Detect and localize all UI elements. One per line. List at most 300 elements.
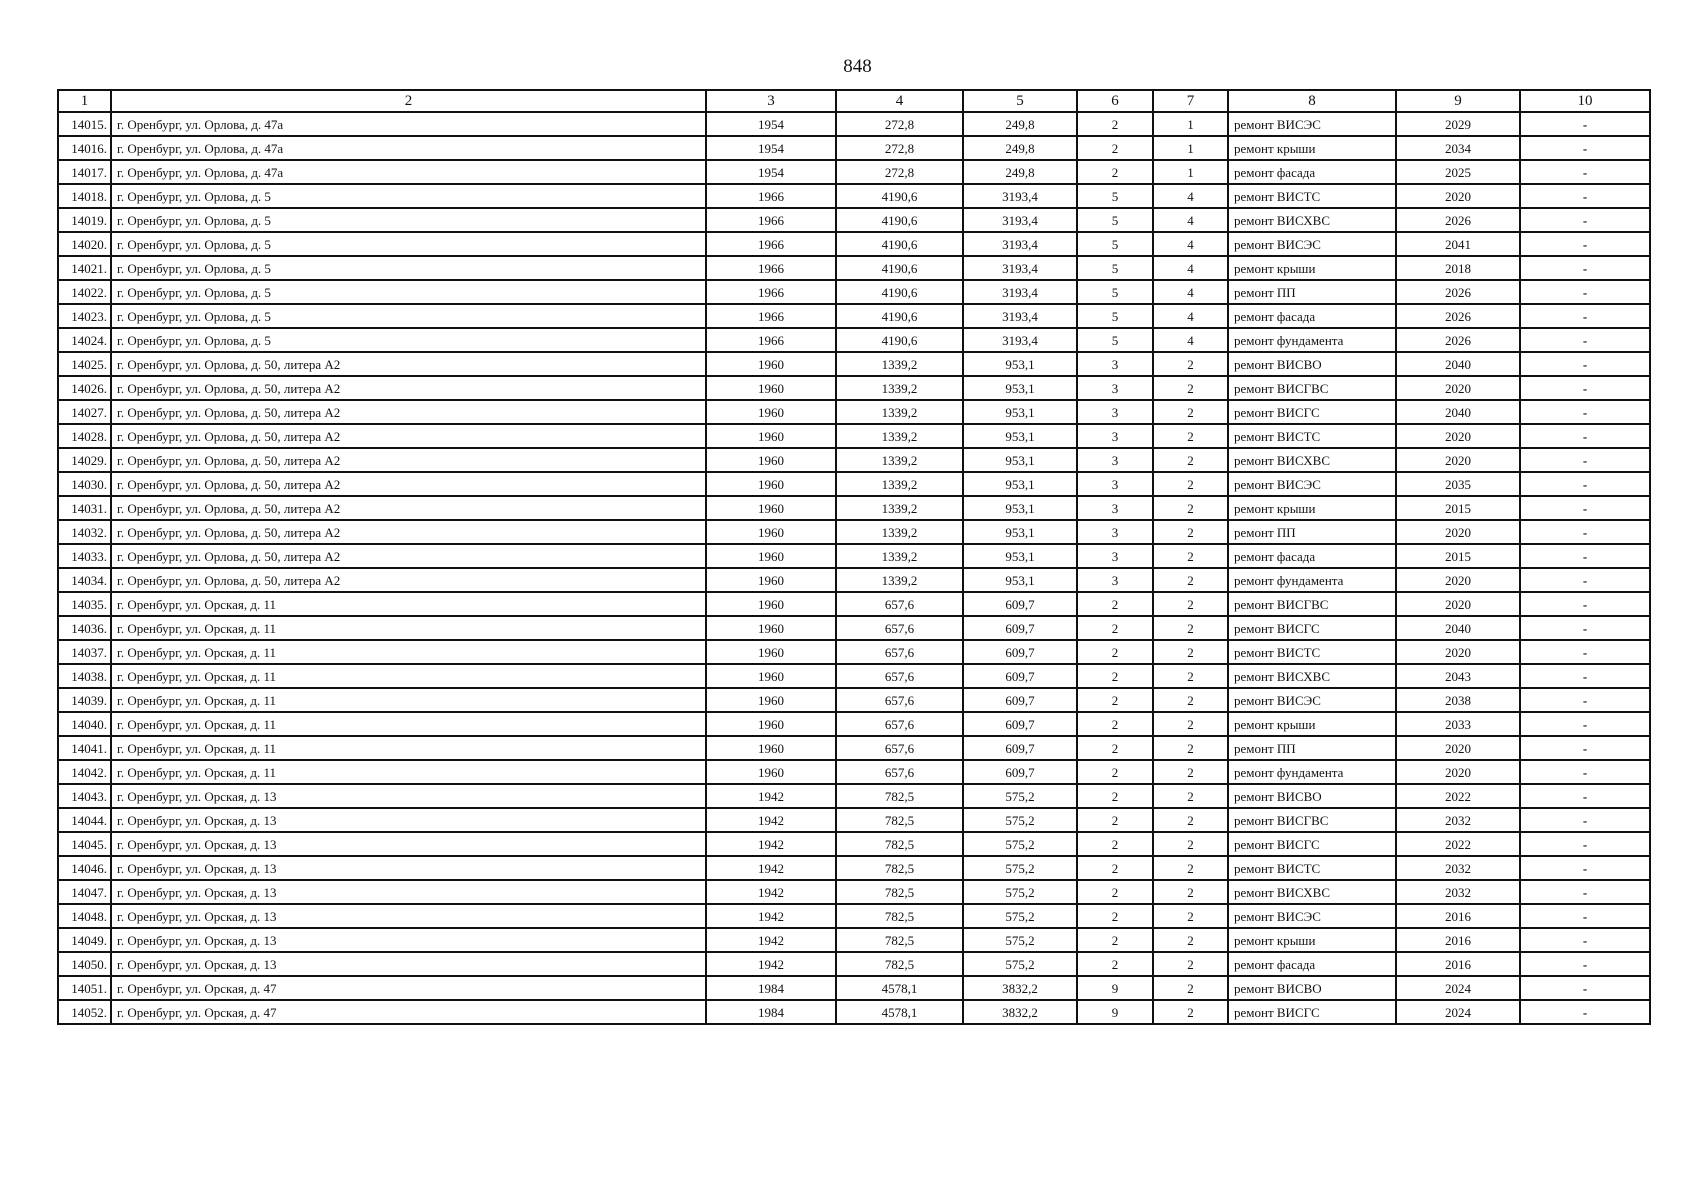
total-area-cell: 782,5 — [836, 808, 963, 832]
address-cell: г. Оренбург, ул. Орская, д. 11 — [111, 760, 706, 784]
living-area-cell: 575,2 — [963, 928, 1077, 952]
living-area-cell: 575,2 — [963, 808, 1077, 832]
floors-cell: 2 — [1077, 112, 1153, 136]
year-built-cell: 1960 — [706, 448, 836, 472]
living-area-cell: 953,1 — [963, 496, 1077, 520]
note-cell: - — [1520, 880, 1650, 904]
column-header-2: 2 — [111, 90, 706, 112]
row-number-cell: 14050. — [58, 952, 111, 976]
address-cell: г. Оренбург, ул. Орлова, д. 50, литера А2 — [111, 472, 706, 496]
entrances-cell: 2 — [1153, 400, 1228, 424]
planned-year-cell: 2032 — [1396, 808, 1520, 832]
living-area-cell: 953,1 — [963, 424, 1077, 448]
year-built-cell: 1960 — [706, 616, 836, 640]
table-body — [58, 112, 1650, 1024]
year-built-cell: 1966 — [706, 232, 836, 256]
row-number-cell: 14051. — [58, 976, 111, 1000]
table-row — [58, 640, 1650, 664]
floors-cell: 2 — [1077, 160, 1153, 184]
total-area-cell: 657,6 — [836, 760, 963, 784]
floors-cell: 3 — [1077, 472, 1153, 496]
entrances-cell: 2 — [1153, 976, 1228, 1000]
row-number-cell: 14032. — [58, 520, 111, 544]
planned-year-cell: 2020 — [1396, 424, 1520, 448]
address-cell: г. Оренбург, ул. Орская, д. 11 — [111, 592, 706, 616]
planned-year-cell: 2020 — [1396, 448, 1520, 472]
entrances-cell: 4 — [1153, 256, 1228, 280]
note-cell: - — [1520, 544, 1650, 568]
planned-year-cell: 2041 — [1396, 232, 1520, 256]
note-cell: - — [1520, 184, 1650, 208]
work-type-cell: ремонт ВИСТС — [1228, 424, 1396, 448]
planned-year-cell: 2026 — [1396, 304, 1520, 328]
row-number-cell: 14040. — [58, 712, 111, 736]
living-area-cell: 575,2 — [963, 784, 1077, 808]
living-area-cell: 575,2 — [963, 856, 1077, 880]
row-number-cell: 14045. — [58, 832, 111, 856]
work-type-cell: ремонт ВИСВО — [1228, 352, 1396, 376]
living-area-cell: 575,2 — [963, 880, 1077, 904]
living-area-cell: 953,1 — [963, 544, 1077, 568]
total-area-cell: 272,8 — [836, 136, 963, 160]
total-area-cell: 1339,2 — [836, 448, 963, 472]
entrances-cell: 4 — [1153, 184, 1228, 208]
address-cell: г. Оренбург, ул. Орская, д. 11 — [111, 736, 706, 760]
floors-cell: 3 — [1077, 400, 1153, 424]
planned-year-cell: 2022 — [1396, 832, 1520, 856]
table-row — [58, 256, 1650, 280]
row-number-cell: 14026. — [58, 376, 111, 400]
work-type-cell: ремонт ВИСГС — [1228, 400, 1396, 424]
floors-cell: 2 — [1077, 784, 1153, 808]
year-built-cell: 1966 — [706, 280, 836, 304]
table-row — [58, 376, 1650, 400]
repair-schedule-table — [57, 89, 1651, 1025]
year-built-cell: 1960 — [706, 472, 836, 496]
floors-cell: 2 — [1077, 760, 1153, 784]
work-type-cell: ремонт фундамента — [1228, 568, 1396, 592]
total-area-cell: 4190,6 — [836, 208, 963, 232]
row-number-cell: 14034. — [58, 568, 111, 592]
table-row — [58, 328, 1650, 352]
planned-year-cell: 2038 — [1396, 688, 1520, 712]
total-area-cell: 657,6 — [836, 688, 963, 712]
planned-year-cell: 2040 — [1396, 352, 1520, 376]
living-area-cell: 609,7 — [963, 640, 1077, 664]
note-cell: - — [1520, 568, 1650, 592]
address-cell: г. Оренбург, ул. Орлова, д. 50, литера А2 — [111, 496, 706, 520]
floors-cell: 5 — [1077, 328, 1153, 352]
living-area-cell: 3832,2 — [963, 976, 1077, 1000]
total-area-cell: 272,8 — [836, 112, 963, 136]
floors-cell: 5 — [1077, 208, 1153, 232]
total-area-cell: 657,6 — [836, 616, 963, 640]
work-type-cell: ремонт ВИСХВС — [1228, 664, 1396, 688]
column-header-1: 1 — [58, 90, 111, 112]
address-cell: г. Оренбург, ул. Орская, д. 13 — [111, 808, 706, 832]
planned-year-cell: 2033 — [1396, 712, 1520, 736]
floors-cell: 2 — [1077, 880, 1153, 904]
work-type-cell: ремонт ВИСГС — [1228, 616, 1396, 640]
living-area-cell: 953,1 — [963, 376, 1077, 400]
entrances-cell: 2 — [1153, 736, 1228, 760]
floors-cell: 2 — [1077, 688, 1153, 712]
total-area-cell: 782,5 — [836, 952, 963, 976]
address-cell: г. Оренбург, ул. Орская, д. 47 — [111, 976, 706, 1000]
address-cell: г. Оренбург, ул. Орлова, д. 50, литера А2 — [111, 448, 706, 472]
work-type-cell: ремонт ВИСВО — [1228, 784, 1396, 808]
row-number-cell: 14016. — [58, 136, 111, 160]
table-row — [58, 520, 1650, 544]
entrances-cell: 2 — [1153, 616, 1228, 640]
floors-cell: 3 — [1077, 376, 1153, 400]
note-cell: - — [1520, 232, 1650, 256]
work-type-cell: ремонт фасада — [1228, 544, 1396, 568]
living-area-cell: 3193,4 — [963, 328, 1077, 352]
work-type-cell: ремонт ВИСТС — [1228, 184, 1396, 208]
year-built-cell: 1966 — [706, 256, 836, 280]
address-cell: г. Оренбург, ул. Орлова, д. 5 — [111, 232, 706, 256]
note-cell: - — [1520, 136, 1650, 160]
note-cell: - — [1520, 160, 1650, 184]
year-built-cell: 1960 — [706, 496, 836, 520]
table-row — [58, 856, 1650, 880]
total-area-cell: 657,6 — [836, 592, 963, 616]
row-number-cell: 14024. — [58, 328, 111, 352]
note-cell: - — [1520, 304, 1650, 328]
entrances-cell: 2 — [1153, 496, 1228, 520]
year-built-cell: 1942 — [706, 784, 836, 808]
living-area-cell: 249,8 — [963, 136, 1077, 160]
note-cell: - — [1520, 640, 1650, 664]
living-area-cell: 3193,4 — [963, 184, 1077, 208]
row-number-cell: 14020. — [58, 232, 111, 256]
work-type-cell: ремонт ВИСГС — [1228, 1000, 1396, 1024]
planned-year-cell: 2040 — [1396, 616, 1520, 640]
work-type-cell: ремонт фасада — [1228, 952, 1396, 976]
address-cell: г. Оренбург, ул. Орлова, д. 50, литера А2 — [111, 568, 706, 592]
floors-cell: 9 — [1077, 976, 1153, 1000]
note-cell: - — [1520, 736, 1650, 760]
floors-cell: 2 — [1077, 832, 1153, 856]
work-type-cell: ремонт ВИСЭС — [1228, 232, 1396, 256]
living-area-cell: 953,1 — [963, 352, 1077, 376]
address-cell: г. Оренбург, ул. Орлова, д. 5 — [111, 304, 706, 328]
year-built-cell: 1960 — [706, 640, 836, 664]
note-cell: - — [1520, 760, 1650, 784]
year-built-cell: 1966 — [706, 328, 836, 352]
year-built-cell: 1960 — [706, 520, 836, 544]
total-area-cell: 1339,2 — [836, 544, 963, 568]
planned-year-cell: 2032 — [1396, 856, 1520, 880]
total-area-cell: 4190,6 — [836, 232, 963, 256]
work-type-cell: ремонт ВИСГВС — [1228, 592, 1396, 616]
year-built-cell: 1954 — [706, 160, 836, 184]
entrances-cell: 1 — [1153, 160, 1228, 184]
entrances-cell: 2 — [1153, 424, 1228, 448]
note-cell: - — [1520, 808, 1650, 832]
table-row — [58, 160, 1650, 184]
total-area-cell: 1339,2 — [836, 352, 963, 376]
work-type-cell: ремонт ВИСЭС — [1228, 472, 1396, 496]
year-built-cell: 1984 — [706, 1000, 836, 1024]
address-cell: г. Оренбург, ул. Орская, д. 11 — [111, 712, 706, 736]
address-cell: г. Оренбург, ул. Орская, д. 47 — [111, 1000, 706, 1024]
note-cell: - — [1520, 280, 1650, 304]
entrances-cell: 2 — [1153, 472, 1228, 496]
entrances-cell: 4 — [1153, 328, 1228, 352]
total-area-cell: 4190,6 — [836, 256, 963, 280]
entrances-cell: 2 — [1153, 640, 1228, 664]
address-cell: г. Оренбург, ул. Орлова, д. 50, литера А2 — [111, 424, 706, 448]
year-built-cell: 1954 — [706, 112, 836, 136]
year-built-cell: 1960 — [706, 400, 836, 424]
planned-year-cell: 2025 — [1396, 160, 1520, 184]
table-row — [58, 880, 1650, 904]
year-built-cell: 1966 — [706, 304, 836, 328]
address-cell: г. Оренбург, ул. Орлова, д. 47а — [111, 112, 706, 136]
table-row — [58, 1000, 1650, 1024]
floors-cell: 5 — [1077, 256, 1153, 280]
address-cell: г. Оренбург, ул. Орлова, д. 50, литера А2 — [111, 544, 706, 568]
row-number-cell: 14047. — [58, 880, 111, 904]
living-area-cell: 953,1 — [963, 400, 1077, 424]
planned-year-cell: 2020 — [1396, 736, 1520, 760]
note-cell: - — [1520, 712, 1650, 736]
table-row — [58, 472, 1650, 496]
column-header-8: 8 — [1228, 90, 1396, 112]
planned-year-cell: 2043 — [1396, 664, 1520, 688]
entrances-cell: 2 — [1153, 352, 1228, 376]
row-number-cell: 14025. — [58, 352, 111, 376]
note-cell: - — [1520, 352, 1650, 376]
table-row — [58, 760, 1650, 784]
planned-year-cell: 2020 — [1396, 568, 1520, 592]
living-area-cell: 3832,2 — [963, 1000, 1077, 1024]
work-type-cell: ремонт крыши — [1228, 136, 1396, 160]
floors-cell: 2 — [1077, 616, 1153, 640]
row-number-cell: 14039. — [58, 688, 111, 712]
floors-cell: 2 — [1077, 808, 1153, 832]
year-built-cell: 1942 — [706, 952, 836, 976]
note-cell: - — [1520, 784, 1650, 808]
entrances-cell: 2 — [1153, 808, 1228, 832]
entrances-cell: 2 — [1153, 904, 1228, 928]
total-area-cell: 782,5 — [836, 928, 963, 952]
year-built-cell: 1960 — [706, 544, 836, 568]
floors-cell: 2 — [1077, 856, 1153, 880]
floors-cell: 5 — [1077, 184, 1153, 208]
work-type-cell: ремонт ВИСТС — [1228, 856, 1396, 880]
row-number-cell: 14052. — [58, 1000, 111, 1024]
living-area-cell: 3193,4 — [963, 208, 1077, 232]
living-area-cell: 3193,4 — [963, 304, 1077, 328]
year-built-cell: 1942 — [706, 856, 836, 880]
planned-year-cell: 2026 — [1396, 208, 1520, 232]
work-type-cell: ремонт ВИСХВС — [1228, 208, 1396, 232]
table-row — [58, 832, 1650, 856]
row-number-cell: 14038. — [58, 664, 111, 688]
work-type-cell: ремонт ПП — [1228, 520, 1396, 544]
note-cell: - — [1520, 688, 1650, 712]
work-type-cell: ремонт ВИСХВС — [1228, 880, 1396, 904]
table-row — [58, 808, 1650, 832]
year-built-cell: 1942 — [706, 808, 836, 832]
work-type-cell: ремонт ВИСЭС — [1228, 904, 1396, 928]
row-number-cell: 14035. — [58, 592, 111, 616]
row-number-cell: 14033. — [58, 544, 111, 568]
note-cell: - — [1520, 328, 1650, 352]
floors-cell: 3 — [1077, 352, 1153, 376]
entrances-cell: 2 — [1153, 712, 1228, 736]
entrances-cell: 2 — [1153, 688, 1228, 712]
year-built-cell: 1942 — [706, 928, 836, 952]
total-area-cell: 782,5 — [836, 832, 963, 856]
note-cell: - — [1520, 400, 1650, 424]
year-built-cell: 1960 — [706, 592, 836, 616]
living-area-cell: 609,7 — [963, 760, 1077, 784]
row-number-cell: 14022. — [58, 280, 111, 304]
work-type-cell: ремонт фасада — [1228, 160, 1396, 184]
row-number-cell: 14048. — [58, 904, 111, 928]
living-area-cell: 3193,4 — [963, 232, 1077, 256]
total-area-cell: 4578,1 — [836, 1000, 963, 1024]
floors-cell: 2 — [1077, 712, 1153, 736]
entrances-cell: 2 — [1153, 592, 1228, 616]
entrances-cell: 4 — [1153, 280, 1228, 304]
address-cell: г. Оренбург, ул. Орлова, д. 5 — [111, 280, 706, 304]
living-area-cell: 3193,4 — [963, 280, 1077, 304]
floors-cell: 3 — [1077, 520, 1153, 544]
planned-year-cell: 2016 — [1396, 904, 1520, 928]
note-cell: - — [1520, 112, 1650, 136]
floors-cell: 2 — [1077, 664, 1153, 688]
table-row — [58, 304, 1650, 328]
floors-cell: 2 — [1077, 904, 1153, 928]
work-type-cell: ремонт фундамента — [1228, 760, 1396, 784]
row-number-cell: 14049. — [58, 928, 111, 952]
total-area-cell: 4190,6 — [836, 184, 963, 208]
year-built-cell: 1984 — [706, 976, 836, 1000]
planned-year-cell: 2026 — [1396, 280, 1520, 304]
year-built-cell: 1942 — [706, 880, 836, 904]
row-number-cell: 14028. — [58, 424, 111, 448]
living-area-cell: 953,1 — [963, 472, 1077, 496]
total-area-cell: 657,6 — [836, 664, 963, 688]
row-number-cell: 14037. — [58, 640, 111, 664]
work-type-cell: ремонт ВИСТС — [1228, 640, 1396, 664]
row-number-cell: 14027. — [58, 400, 111, 424]
floors-cell: 9 — [1077, 1000, 1153, 1024]
work-type-cell: ремонт ВИСЭС — [1228, 688, 1396, 712]
total-area-cell: 782,5 — [836, 880, 963, 904]
floors-cell: 3 — [1077, 424, 1153, 448]
total-area-cell: 1339,2 — [836, 400, 963, 424]
living-area-cell: 249,8 — [963, 160, 1077, 184]
floors-cell: 3 — [1077, 544, 1153, 568]
year-built-cell: 1960 — [706, 376, 836, 400]
address-cell: г. Оренбург, ул. Орская, д. 11 — [111, 616, 706, 640]
work-type-cell: ремонт ПП — [1228, 280, 1396, 304]
living-area-cell: 575,2 — [963, 832, 1077, 856]
floors-cell: 2 — [1077, 640, 1153, 664]
year-built-cell: 1960 — [706, 664, 836, 688]
entrances-cell: 2 — [1153, 376, 1228, 400]
address-cell: г. Оренбург, ул. Орлова, д. 50, литера А2 — [111, 520, 706, 544]
entrances-cell: 4 — [1153, 208, 1228, 232]
table-row — [58, 232, 1650, 256]
address-cell: г. Оренбург, ул. Орская, д. 13 — [111, 952, 706, 976]
floors-cell: 2 — [1077, 136, 1153, 160]
planned-year-cell: 2029 — [1396, 112, 1520, 136]
address-cell: г. Оренбург, ул. Орлова, д. 5 — [111, 184, 706, 208]
year-built-cell: 1960 — [706, 736, 836, 760]
table-row — [58, 976, 1650, 1000]
column-header-10: 10 — [1520, 90, 1650, 112]
planned-year-cell: 2015 — [1396, 496, 1520, 520]
address-cell: г. Оренбург, ул. Орлова, д. 47а — [111, 136, 706, 160]
table-row — [58, 424, 1650, 448]
note-cell: - — [1520, 376, 1650, 400]
living-area-cell: 575,2 — [963, 952, 1077, 976]
row-number-cell: 14030. — [58, 472, 111, 496]
planned-year-cell: 2020 — [1396, 184, 1520, 208]
planned-year-cell: 2024 — [1396, 976, 1520, 1000]
total-area-cell: 1339,2 — [836, 520, 963, 544]
row-number-cell: 14029. — [58, 448, 111, 472]
table-row — [58, 136, 1650, 160]
entrances-cell: 2 — [1153, 784, 1228, 808]
entrances-cell: 2 — [1153, 856, 1228, 880]
address-cell: г. Оренбург, ул. Орская, д. 11 — [111, 640, 706, 664]
note-cell: - — [1520, 448, 1650, 472]
total-area-cell: 657,6 — [836, 640, 963, 664]
total-area-cell: 1339,2 — [836, 424, 963, 448]
year-built-cell: 1960 — [706, 352, 836, 376]
entrances-cell: 2 — [1153, 520, 1228, 544]
address-cell: г. Оренбург, ул. Орская, д. 13 — [111, 904, 706, 928]
planned-year-cell: 2015 — [1396, 544, 1520, 568]
planned-year-cell: 2020 — [1396, 592, 1520, 616]
table-row — [58, 400, 1650, 424]
living-area-cell: 609,7 — [963, 592, 1077, 616]
entrances-cell: 2 — [1153, 760, 1228, 784]
total-area-cell: 657,6 — [836, 712, 963, 736]
note-cell: - — [1520, 592, 1650, 616]
entrances-cell: 2 — [1153, 664, 1228, 688]
row-number-cell: 14019. — [58, 208, 111, 232]
living-area-cell: 3193,4 — [963, 256, 1077, 280]
total-area-cell: 4190,6 — [836, 280, 963, 304]
row-number-cell: 14043. — [58, 784, 111, 808]
row-number-cell: 14031. — [58, 496, 111, 520]
floors-cell: 3 — [1077, 568, 1153, 592]
address-cell: г. Оренбург, ул. Орлова, д. 5 — [111, 208, 706, 232]
living-area-cell: 609,7 — [963, 688, 1077, 712]
entrances-cell: 2 — [1153, 952, 1228, 976]
table-row — [58, 784, 1650, 808]
planned-year-cell: 2032 — [1396, 880, 1520, 904]
table-row — [58, 352, 1650, 376]
address-cell: г. Оренбург, ул. Орская, д. 13 — [111, 832, 706, 856]
floors-cell: 2 — [1077, 592, 1153, 616]
entrances-cell: 2 — [1153, 568, 1228, 592]
year-built-cell: 1960 — [706, 424, 836, 448]
total-area-cell: 1339,2 — [836, 472, 963, 496]
note-cell: - — [1520, 520, 1650, 544]
entrances-cell: 4 — [1153, 304, 1228, 328]
year-built-cell: 1966 — [706, 208, 836, 232]
